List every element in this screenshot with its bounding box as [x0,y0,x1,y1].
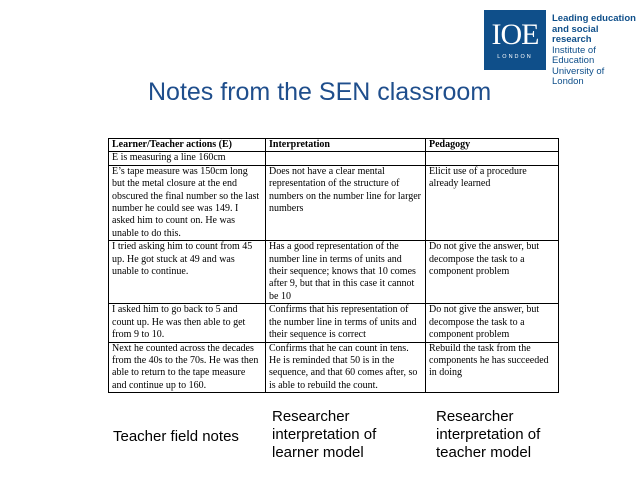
table-cell: Next he counted across the decades from the 40s to the 70s. He was then able to return to the tape measure and continue up to 160. [109,342,266,393]
table-cell [266,152,426,165]
table-cell: E is measuring a line 160cm [109,152,266,165]
table-cell: Do not give the answer, but decompose the task to a component problem [426,304,559,342]
table-cell: Confirms that he can count in tens. He is reminded that 50 is in the sequence, and that 60 comes after, so is able to rebuild the count. [266,342,426,393]
table-cell: I asked him to go back to 5 and count up. He was then able to get from 9 to 10. [109,304,266,342]
table-cell: Elicit use of a procedure already learned [426,165,559,240]
table-row [109,152,559,165]
institution-line-3: Institute of Education [552,44,596,66]
table-cell: Rebuild the task from the components he has succeeded in doing [426,342,559,393]
table-row [109,342,559,393]
notes-table [108,138,559,393]
label-learner-model: Researcher interpretation of learner model [272,408,377,461]
table-row [109,304,559,342]
header-pedagogy: Pedagogy [426,139,559,152]
table-row [109,241,559,304]
header-interpretation: Interpretation [266,139,426,152]
table-cell: Do not give the answer, but decompose the task to a component problem [426,241,559,304]
label-teacher-field-notes: Teacher field notes [113,428,239,445]
table-cell: I tried asking him to count from 45 up. He got stuck at 49 and was unable to continue. [109,241,266,304]
institution-text [552,14,638,88]
slide-title: Notes from the SEN classroom [148,78,492,106]
ioe-logo-mark: IOE [491,18,539,51]
label-teacher-model: Researcher interpretation of teacher model [436,408,541,461]
institution-line-1: Leading education [552,13,636,24]
table-cell: Confirms that his representation of the number line in terms of units and their sequence is correct [266,304,426,342]
institution-line-4: University of London [552,65,605,87]
table-cell: Does not have a clear mental representation of the structure of numbers on the number line for larger numbers [266,165,426,240]
ioe-logo-sub: LONDON [497,54,533,60]
table-row [109,165,559,240]
institution-line-2: and social research [552,23,599,45]
table-cell [426,152,559,165]
table-cell: Has a good representation of the number line in terms of units and their sequence; knows that 10 comes after 9, but that in this case it cannot be 10 [266,241,426,304]
table-cell: E’s tape measure was 150cm long but the metal closure at the end obscured the final number so the last number he could see was 149. I asked him to count on. He was unable to do this. [109,165,266,240]
header-actions: Learner/Teacher actions (E) [109,139,266,152]
ioe-logo [484,10,546,70]
table-header-row [109,139,559,152]
